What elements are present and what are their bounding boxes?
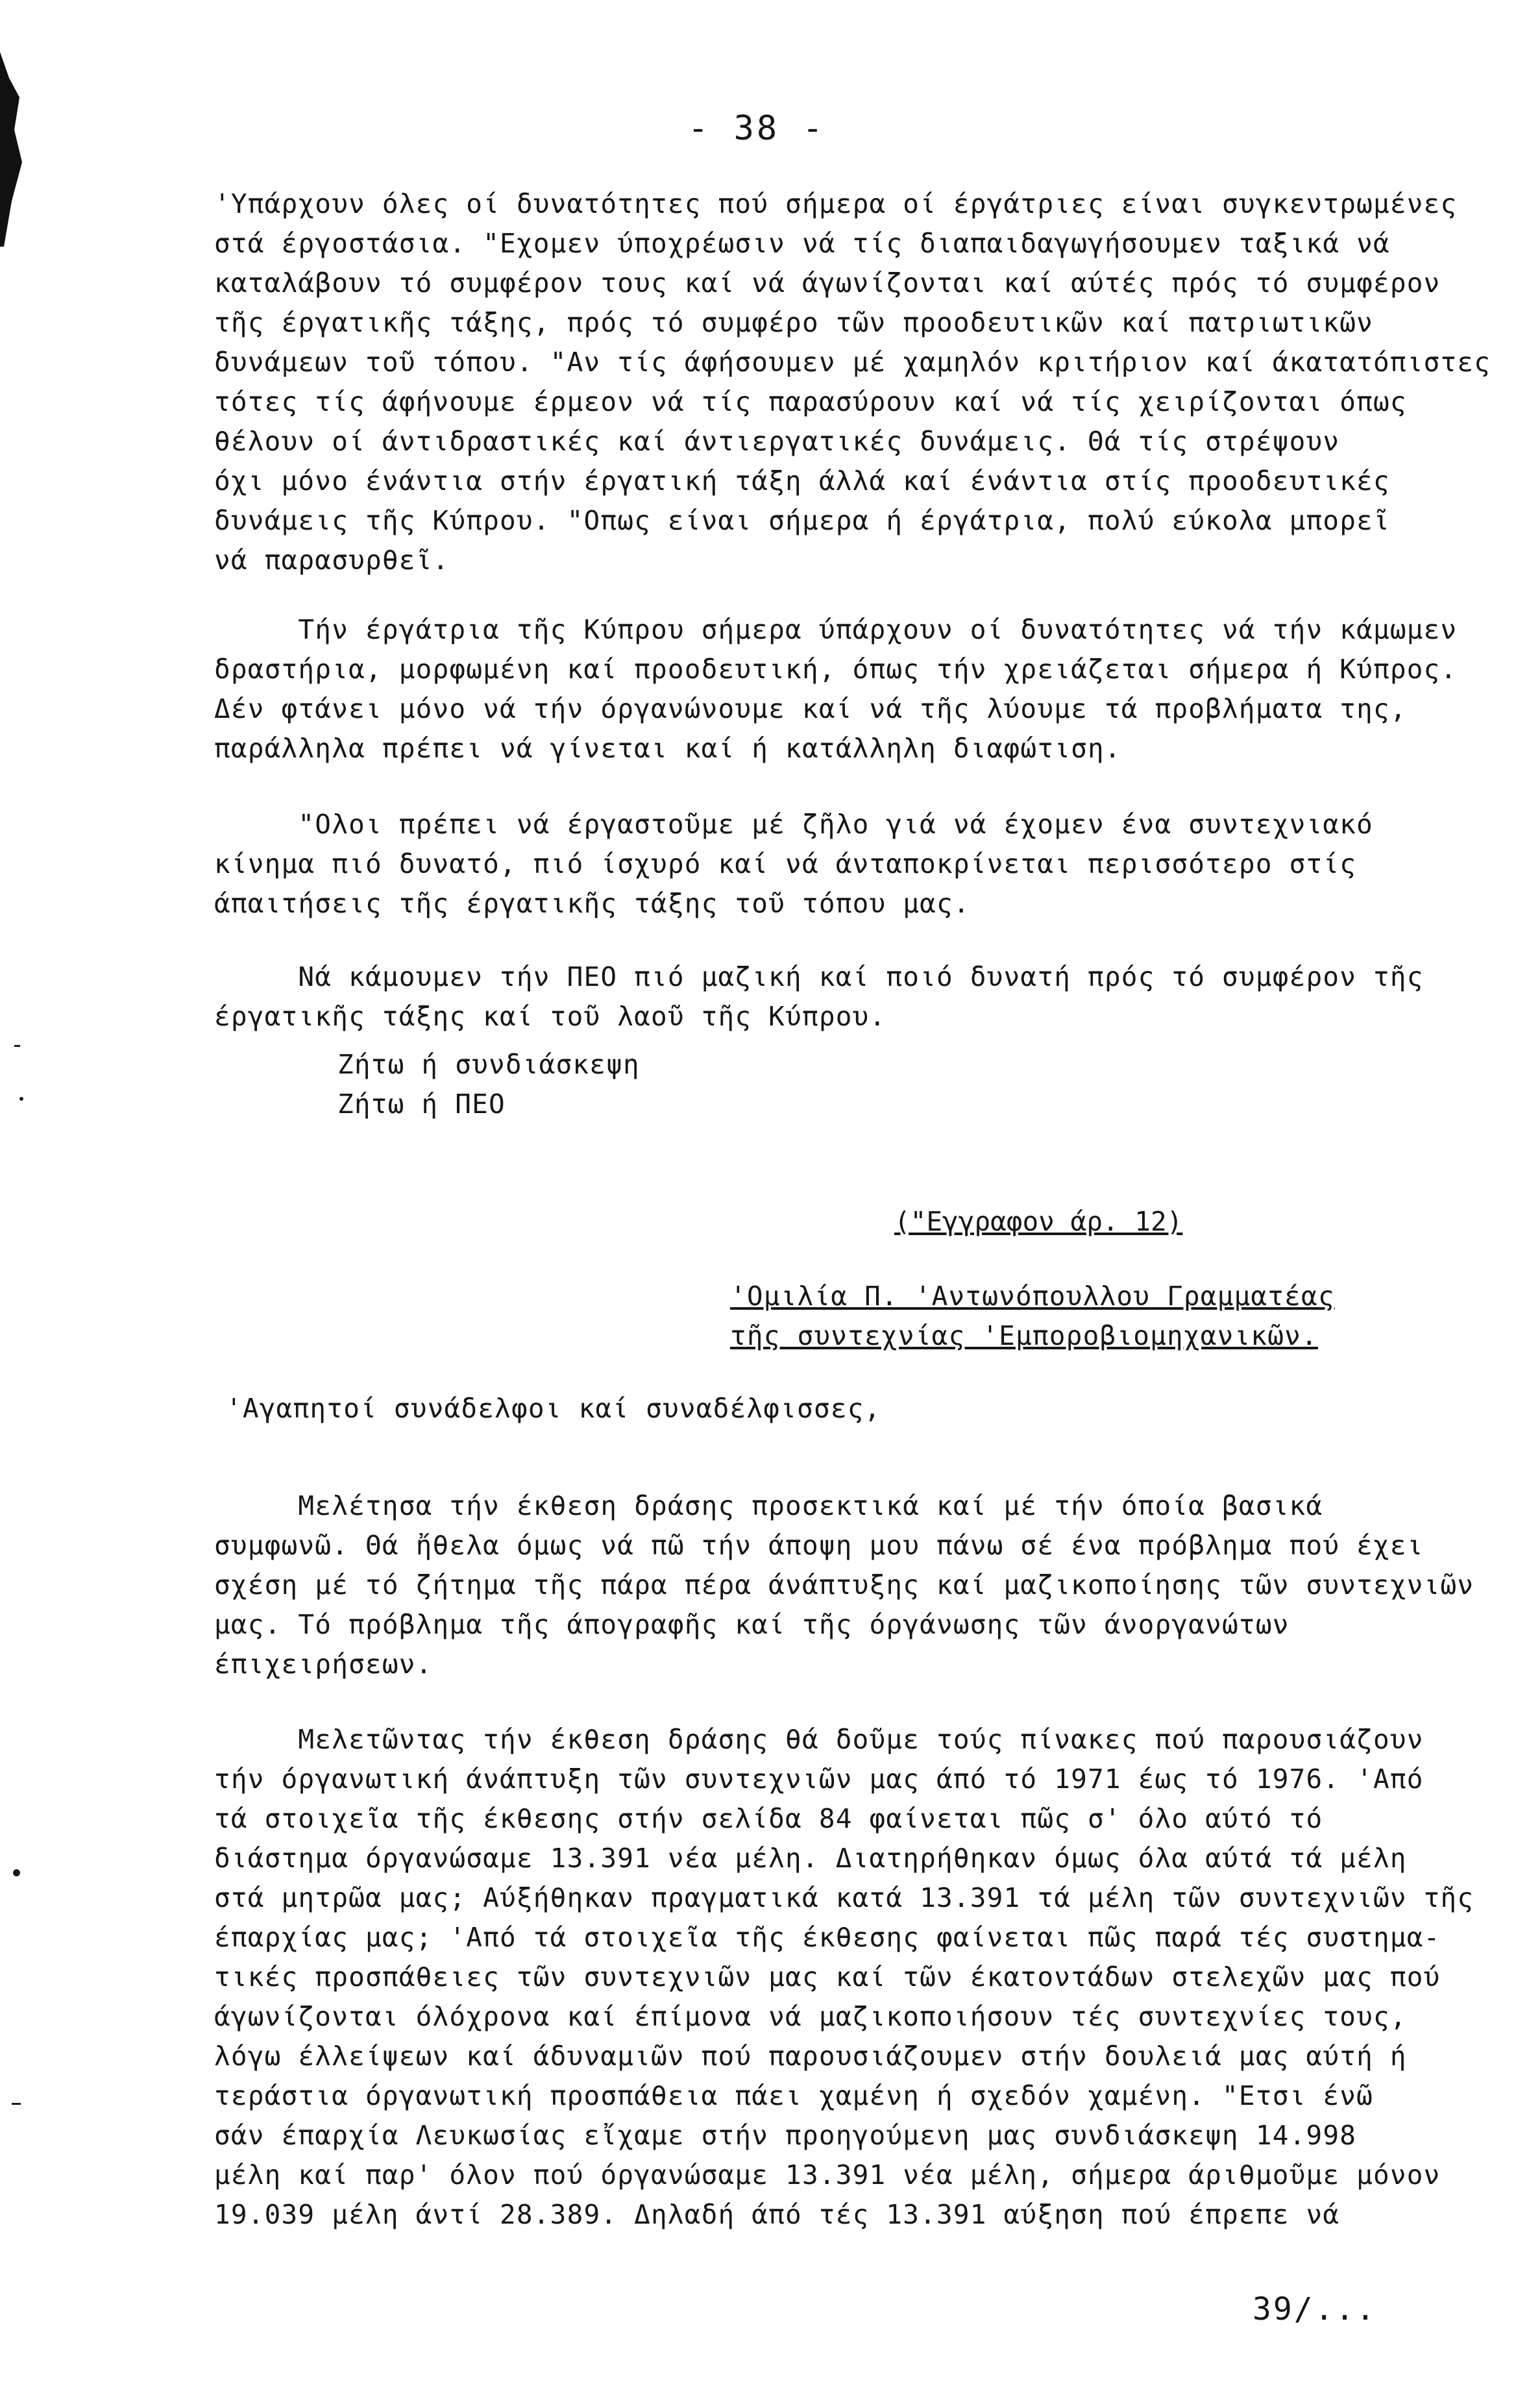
text-line: 19.039 μέλη άντί 28.389. Δηλαδή άπό τές 13.391 αύξηση πού έπρεπε νά [214,2199,1340,2230]
text-line: λόγω έλλείψεων καί άδυναμιῶν πού παρουσιάζουμεν στήν δουλειά μας αύτή ή [214,2041,1407,2072]
text-line: Μελέτησα τήν έκθεση δράσης προσεκτικά καί μέ τήν όποία βασικά [214,1490,1323,1521]
text-line: θέλουν οί άντιδραστικές καί άντιεργατικές δυνάμεις. Θά τίς στρέψουν [214,426,1340,457]
text-line: τῆς έργατικῆς τάξης, πρός τό συμφέρο τῶν προοδευτικῶν καί πατριωτικῶν [214,307,1374,338]
text-line: άπαιτήσεις τῆς έργατικῆς τάξης τοῦ τόπου μας. [214,888,970,919]
speaker-heading [730,1277,1335,1356]
text-line: κίνημα πιό δυνατό, πιό ίσχυρό καί νά άνταποκρίνεται περισσότερο στίς [214,848,1357,879]
text-line: νά παρασυρθεῖ. [214,545,450,576]
text-line: δυνάμεις τῆς Κύπρου. "Οπως είναι σήμερα ή έργάτρια, πολύ εύκολα μπορεῖ [214,505,1390,536]
text-line: τά στοιχεῖα τῆς έκθεσης στήν σελίδα 84 φαίνεται πῶς σ' όλο αύτό τό [214,1803,1323,1834]
text-line: τικές προσπάθειες τῶν συντεχνιῶν μας καί τῶν έκατοντάδων στελεχῶν μας πού [214,1961,1441,1993]
text-line: σάν έπαρχία Λευκωσίας εἴχαμε στήν προηγούμενη μας συνδιάσκεψη 14.998 [214,2120,1357,2151]
paragraph [214,1486,1474,1684]
signoff-line: Ζήτω ή ΠΕΟ [337,1088,506,1120]
text-line: συμφωνῶ. Θά ἤθελα όμως νά πῶ τήν άποψη μου πάνω σέ ένα πρόβλημα πού έχει [214,1530,1424,1561]
text-line: μας. Τό πρόβλημα τῆς άπογραφῆς καί τῆς όργάνωσης τῶν άνοργανώτων [214,1609,1289,1640]
speaker-line: 'Ομιλία Π. 'Αντωνόπουλλου Γραμματέας [730,1281,1335,1312]
signoff [337,1045,1540,1124]
text-line: Δέν φτάνει μόνο νά τήν όργανώνουμε καί νά τῆς λύουμε τά προβλήματα της, [214,693,1407,724]
text-line: όχι μόνο ένάντια στήν έργατική τάξη άλλά καί ένάντια στίς προοδευτικές [214,465,1390,497]
text-line: τήν όργανωτική άνάπτυξη τῶν συντεχνιῶν μας άπό τό 1971 έως τό 1976. 'Από [214,1763,1424,1795]
document-reference: ("Εγγραφον άρ. 12) [894,1206,1183,1237]
page-number: - 38 - [688,109,825,148]
paragraph [214,184,1491,580]
paragraph [214,805,1460,924]
text-line: μέλη καί παρ' όλον πού όργανώσαμε 13.391 νέα μέλη, σήμερα άριθμοῦμε μόνον [214,2159,1441,2191]
speck [14,1045,20,1047]
paragraph [214,957,1460,1037]
text-line: καταλάβουν τό συμφέρον τους καί νά άγωνίζονται καί αύτές πρός τό συμφέρον [214,267,1441,299]
speaker-line: τῆς συντεχνίας 'Εμποροβιομηχανικῶν. [730,1320,1318,1351]
paragraph [214,610,1460,768]
text-line: τεράστια όργανωτική προσπάθεια πάει χαμένη ή σχεδόν χαμένη. "Ετσι ένῶ [214,2080,1374,2111]
speck [12,2103,21,2105]
speck [19,1097,23,1101]
speck [13,1869,20,1876]
text-line: Νά κάμουμεν τήν ΠΕΟ πιό μαζική καί ποιό δυνατή πρός τό συμφέρον τῆς [214,961,1424,992]
greeting [226,1389,881,1429]
continuation-marker: 39/... [1253,2291,1377,2327]
paragraph [214,1720,1474,2235]
binding-edge [0,52,26,247]
text-line: έπαρχίας μας; 'Από τά στοιχεῖα τῆς έκθεσης φαίνεται πῶς παρά τές συστημα- [214,1922,1441,1953]
signoff-line: Ζήτω ή συνδιάσκεψη [337,1049,640,1080]
text-line: Τήν έργάτρια τῆς Κύπρου σήμερα ύπάρχουν οί δυνατότητες νά τήν κάμωμεν [214,614,1458,645]
text-line: "Ολοι πρέπει νά έργαστοῦμε μέ ζῆλο γιά νά έχομεν ένα συντεχνιακό [214,809,1374,840]
text-line: δυνάμεων τοῦ τόπου. "Αν τίς άφήσουμεν μέ χαμηλόν κριτήριον καί άκατατόπιστες [214,347,1491,378]
text-line: σχέση μέ τό ζήτημα τῆς πάρα πέρα άνάπτυξης καί μαζικοποίησης τῶν συντεχνιῶν [214,1569,1474,1601]
text-line: άγωνίζονται όλόχρονα καί έπίμονα νά μαζικοποιήσουν τές συντεχνίες τους, [214,2001,1407,2032]
text-line: δραστήρια, μορφωμένη καί προοδευτική, όπως τήν χρειάζεται σήμερα ή Κύπρος. [214,654,1458,685]
text-line: Μελετῶντας τήν έκθεση δράσης θά δοῦμε τούς πίνακες πού παρουσιάζουν [214,1724,1424,1755]
text-line: στά έργοστάσια. "Εχομεν ύποχρέωσιν νά τίς διαπαιδαγωγήσουμεν ταξικά νά [214,228,1390,259]
text-line: στά μητρῶα μας; Αύξήθηκαν πραγματικά κατά 13.391 τά μέλη τῶν συντεχνιῶν τῆς [214,1882,1474,1913]
text-line: 'Υπάρχουν όλες οί δυνατότητες πού σήμερα οί έργάτριες είναι συγκεντρωμένες [214,188,1458,219]
text-line: παράλληλα πρέπει νά γίνεται καί ή κατάλληλη διαφώτιση. [214,733,1121,764]
greeting-line: 'Αγαπητοί συνάδελφοι καί συναδέλφισσες, [226,1393,881,1424]
text-line: έργατικῆς τάξης καί τοῦ λαοῦ τῆς Κύπρου. [214,1001,886,1032]
text-line: τότες τίς άφήνουμε έρμεον νά τίς παρασύρουν καί νά τίς χειρίζονται όπως [214,386,1407,417]
text-line: διάστημα όργανώσαμε 13.391 νέα μέλη. Διατηρήθηκαν όμως όλα αύτά τά μέλη [214,1843,1407,1874]
text-line: έπιχειρήσεων. [214,1649,433,1680]
